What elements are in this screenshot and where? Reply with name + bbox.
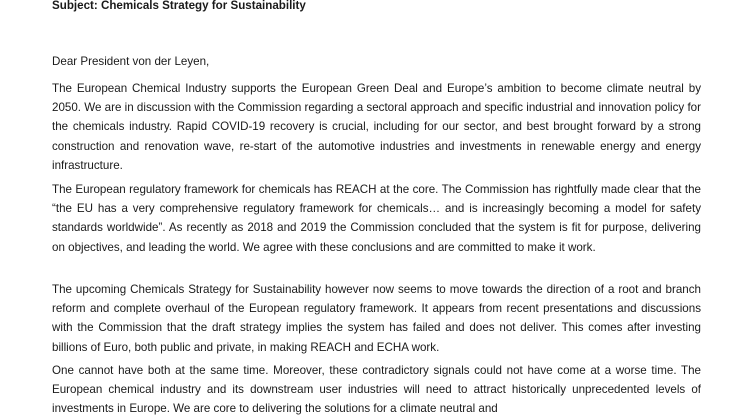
paragraph-2: The European regulatory framework for chemicals has REACH at the core. The Commission has rightfully made clear that the “the EU has a very comprehensive regulatory framework for chemicals… and is increasingly becoming a model for safety standards worldwide”. As recently as 2018 and 2019 the Commission concluded that the system is fit for purpose, delivering on objectives, and leading the world. We agree with these conclusions and are committed to make it work. [52,183,701,254]
subject-line: Subject: Chemicals Strategy for Sustainability [52,0,306,12]
salutation: Dear President von der Leyen, [52,55,210,68]
paragraph-4: One cannot have both at the same time. Moreover, these contradictory signals could not have come at a worse time. The European chemical industry and its downstream user industries will need to attract historically unprecedented levels of investments in Europe. We are core to delivering the solutions for a climate neutral and [52,364,701,416]
paragraph-3: The upcoming Chemicals Strategy for Sustainability however now seems to move towards the direction of a root and branch reform and complete overhaul of the European regulatory framework. It appears from recent presentations and discussions with the Commission that the draft strategy implies the system has failed and does not deliver. This comes after investing billions of Euro, both public and private, in making REACH and ECHA work. [52,283,701,354]
paragraph-1: The European Chemical Industry supports the European Green Deal and Europe’s ambition to become climate neutral by 2050. We are in discussion with the Commission regarding a sectoral approach and specific industrial and innovation policy for the chemicals industry. Rapid COVID-19 recovery is crucial, including for our sector, and best brought forward by a strong construction and renovation wave, re-start of the automotive industries and investments in renewable energy and energy infrastructure. [52,82,701,172]
